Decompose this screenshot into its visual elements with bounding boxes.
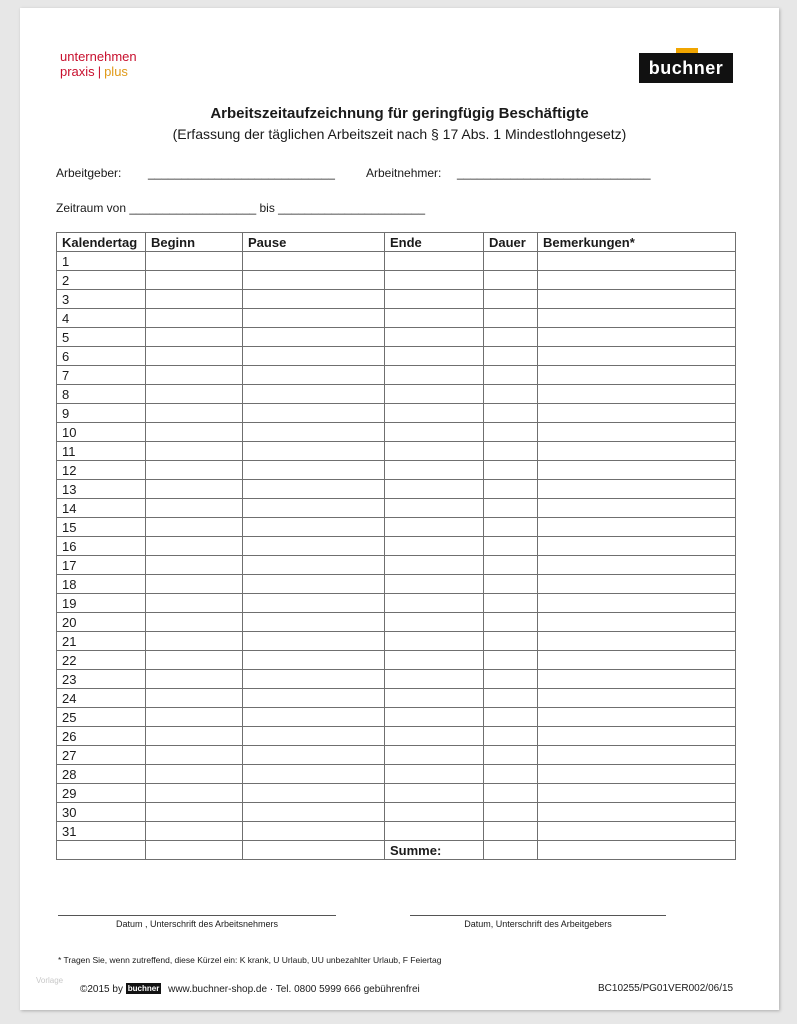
table-row xyxy=(57,575,736,594)
logo-accent-bar xyxy=(676,48,698,53)
arbeitnehmer-field[interactable]: _____________________________ xyxy=(457,166,651,180)
day-number-cell: 29 xyxy=(57,784,146,803)
ende-cell[interactable] xyxy=(385,518,484,537)
col-kalendertag: Kalendertag xyxy=(57,233,146,252)
employee-signature-line[interactable] xyxy=(58,901,336,916)
day-number-cell: 5 xyxy=(57,328,146,347)
bemerkungen-cell[interactable] xyxy=(538,252,736,271)
dauer-cell[interactable] xyxy=(484,366,538,385)
beginn-cell[interactable] xyxy=(146,271,243,290)
day-number-cell: 12 xyxy=(57,461,146,480)
day-number-cell: 14 xyxy=(57,499,146,518)
table-row xyxy=(57,347,736,366)
col-dauer: Dauer xyxy=(484,233,538,252)
table-row xyxy=(57,651,736,670)
table-row xyxy=(57,537,736,556)
beginn-cell[interactable] xyxy=(146,518,243,537)
dauer-cell[interactable] xyxy=(484,309,538,328)
beginn-cell[interactable] xyxy=(146,727,243,746)
pause-cell[interactable] xyxy=(243,309,385,328)
bemerkungen-cell[interactable] xyxy=(538,803,736,822)
beginn-cell[interactable] xyxy=(146,423,243,442)
ende-cell[interactable] xyxy=(385,366,484,385)
ende-cell[interactable] xyxy=(385,290,484,309)
dauer-cell[interactable] xyxy=(484,822,538,841)
arbeitgeber-label: Arbeitgeber: xyxy=(56,166,122,180)
beginn-cell[interactable] xyxy=(146,575,243,594)
pause-cell[interactable] xyxy=(243,689,385,708)
brand-plus: plus xyxy=(104,64,128,79)
footer-copyright: ©2015 by xyxy=(80,984,123,995)
footer-code: BC10255/PG01VER002/06/15 xyxy=(598,983,734,994)
day-number-cell: 3 xyxy=(57,290,146,309)
table-row xyxy=(57,556,736,575)
pause-cell[interactable] xyxy=(243,651,385,670)
bemerkungen-cell[interactable] xyxy=(538,670,736,689)
ende-cell[interactable] xyxy=(385,765,484,784)
beginn-cell[interactable] xyxy=(146,689,243,708)
dauer-cell[interactable] xyxy=(484,727,538,746)
bemerkungen-cell[interactable] xyxy=(538,689,736,708)
pause-cell[interactable] xyxy=(243,556,385,575)
beginn-cell[interactable] xyxy=(146,670,243,689)
beginn-cell[interactable] xyxy=(146,480,243,499)
dauer-cell[interactable] xyxy=(484,480,538,499)
beginn-cell[interactable] xyxy=(146,613,243,632)
beginn-cell[interactable] xyxy=(146,556,243,575)
table-row xyxy=(57,803,736,822)
day-number-cell: 28 xyxy=(57,765,146,784)
table-row xyxy=(57,765,736,784)
dauer-cell[interactable] xyxy=(484,784,538,803)
zeitraum-field[interactable]: Zeitraum von ___________________ bis ______________________ xyxy=(56,201,425,215)
ende-cell[interactable] xyxy=(385,252,484,271)
dauer-cell[interactable] xyxy=(484,461,538,480)
ende-cell[interactable] xyxy=(385,271,484,290)
day-number-cell: 11 xyxy=(57,442,146,461)
pause-cell[interactable] xyxy=(243,442,385,461)
pause-cell[interactable] xyxy=(243,461,385,480)
col-ende: Ende xyxy=(385,233,484,252)
pause-cell[interactable] xyxy=(243,518,385,537)
table-row xyxy=(57,670,736,689)
pause-cell[interactable] xyxy=(243,271,385,290)
pause-cell[interactable] xyxy=(243,803,385,822)
dauer-cell[interactable] xyxy=(484,670,538,689)
brand-logo-left xyxy=(60,49,137,79)
dauer-cell[interactable] xyxy=(484,803,538,822)
table-row xyxy=(57,423,736,442)
table-row xyxy=(57,385,736,404)
beginn-cell[interactable] xyxy=(146,290,243,309)
dauer-cell[interactable] xyxy=(484,689,538,708)
ende-cell[interactable] xyxy=(385,309,484,328)
document-subtitle: (Erfassung der täglichen Arbeitszeit nach § 17 Abs. 1 Mindestlohngesetz) xyxy=(172,126,627,142)
beginn-cell[interactable] xyxy=(146,822,243,841)
table-row xyxy=(57,822,736,841)
ende-cell[interactable] xyxy=(385,613,484,632)
table-row xyxy=(57,727,736,746)
employer-signature-label: Datum, Unterschrift des Arbeitgebers xyxy=(464,919,612,929)
bemerkungen-cell[interactable] xyxy=(538,556,736,575)
beginn-cell[interactable] xyxy=(146,385,243,404)
table-row xyxy=(57,328,736,347)
table-row xyxy=(57,689,736,708)
day-number-cell: 4 xyxy=(57,309,146,328)
document-title: Arbeitszeitaufzeichnung für geringfügig Beschäftigte xyxy=(210,105,589,122)
ende-cell[interactable] xyxy=(385,784,484,803)
bemerkungen-cell[interactable] xyxy=(538,632,736,651)
bemerkungen-cell[interactable] xyxy=(538,746,736,765)
table-row xyxy=(57,499,736,518)
bemerkungen-cell[interactable] xyxy=(538,499,736,518)
pause-cell[interactable] xyxy=(243,765,385,784)
beginn-cell[interactable] xyxy=(146,461,243,480)
ende-cell[interactable] xyxy=(385,328,484,347)
bemerkungen-cell[interactable] xyxy=(538,480,736,499)
table-row xyxy=(57,594,736,613)
beginn-cell[interactable] xyxy=(146,328,243,347)
sum-empty-cell xyxy=(243,841,385,860)
day-number-cell: 8 xyxy=(57,385,146,404)
table-row xyxy=(57,252,736,271)
employee-signature-label: Datum , Unterschrift des Arbeitsnehmers xyxy=(115,919,279,929)
pause-cell[interactable] xyxy=(243,670,385,689)
sum-dauer-cell[interactable] xyxy=(484,841,538,860)
day-number-cell: 9 xyxy=(57,404,146,423)
arbeitnehmer-label: Arbeitnehmer: xyxy=(366,166,442,180)
dauer-cell[interactable] xyxy=(484,556,538,575)
table-row xyxy=(57,784,736,803)
ende-cell[interactable] xyxy=(385,442,484,461)
beginn-cell[interactable] xyxy=(146,404,243,423)
beginn-cell[interactable] xyxy=(146,632,243,651)
pause-cell[interactable] xyxy=(243,632,385,651)
bemerkungen-cell[interactable] xyxy=(538,366,736,385)
dauer-cell[interactable] xyxy=(484,252,538,271)
ende-cell[interactable] xyxy=(385,651,484,670)
pause-cell[interactable] xyxy=(243,385,385,404)
pause-cell[interactable] xyxy=(243,727,385,746)
beginn-cell[interactable] xyxy=(146,347,243,366)
pause-cell[interactable] xyxy=(243,480,385,499)
dauer-cell[interactable] xyxy=(484,632,538,651)
footer-mini-logo: buchner xyxy=(127,984,160,993)
ende-cell[interactable] xyxy=(385,670,484,689)
beginn-cell[interactable] xyxy=(146,784,243,803)
table-row xyxy=(57,309,736,328)
bemerkungen-cell[interactable] xyxy=(538,290,736,309)
dauer-cell[interactable] xyxy=(484,271,538,290)
table-row xyxy=(57,366,736,385)
ende-cell[interactable] xyxy=(385,461,484,480)
bemerkungen-cell[interactable] xyxy=(538,423,736,442)
day-number-cell: 20 xyxy=(57,613,146,632)
table-row xyxy=(57,290,736,309)
day-number-cell: 30 xyxy=(57,803,146,822)
dauer-cell[interactable] xyxy=(484,290,538,309)
day-number-cell: 13 xyxy=(57,480,146,499)
pause-cell[interactable] xyxy=(243,746,385,765)
bemerkungen-cell[interactable] xyxy=(538,385,736,404)
ende-cell[interactable] xyxy=(385,423,484,442)
bemerkungen-cell[interactable] xyxy=(538,309,736,328)
beginn-cell[interactable] xyxy=(146,746,243,765)
employer-signature[interactable] xyxy=(410,901,666,929)
bemerkungen-cell[interactable] xyxy=(538,594,736,613)
ende-cell[interactable] xyxy=(385,632,484,651)
pause-cell[interactable] xyxy=(243,499,385,518)
ende-cell[interactable] xyxy=(385,537,484,556)
bemerkungen-cell[interactable] xyxy=(538,461,736,480)
table-row xyxy=(57,442,736,461)
beginn-cell[interactable] xyxy=(146,594,243,613)
pause-cell[interactable] xyxy=(243,252,385,271)
pause-cell[interactable] xyxy=(243,822,385,841)
buchner-logo-text: buchner xyxy=(648,58,724,78)
table-row xyxy=(57,461,736,480)
brand-praxis: praxis xyxy=(60,64,95,79)
brand-separator: | xyxy=(97,64,102,79)
day-number-cell: 18 xyxy=(57,575,146,594)
time-record-table xyxy=(56,232,736,860)
dauer-cell[interactable] xyxy=(484,442,538,461)
beginn-cell[interactable] xyxy=(146,708,243,727)
bemerkungen-cell[interactable] xyxy=(538,328,736,347)
dauer-cell[interactable] xyxy=(484,328,538,347)
day-number-cell: 19 xyxy=(57,594,146,613)
table-row xyxy=(57,613,736,632)
dauer-cell[interactable] xyxy=(484,613,538,632)
day-number-cell: 2 xyxy=(57,271,146,290)
beginn-cell[interactable] xyxy=(146,537,243,556)
footer-contact: www.buchner-shop.de · Tel. 0800 5999 666 gebührenfrei xyxy=(168,984,420,995)
ende-cell[interactable] xyxy=(385,803,484,822)
ende-cell[interactable] xyxy=(385,727,484,746)
dauer-cell[interactable] xyxy=(484,708,538,727)
dauer-cell[interactable] xyxy=(484,651,538,670)
pause-cell[interactable] xyxy=(243,613,385,632)
day-number-cell: 1 xyxy=(57,252,146,271)
dauer-cell[interactable] xyxy=(484,385,538,404)
pause-cell[interactable] xyxy=(243,537,385,556)
table-row xyxy=(57,480,736,499)
bemerkungen-cell[interactable] xyxy=(538,727,736,746)
day-number-cell: 31 xyxy=(57,822,146,841)
bemerkungen-cell[interactable] xyxy=(538,404,736,423)
table-row xyxy=(57,404,736,423)
ende-cell[interactable] xyxy=(385,385,484,404)
bemerkungen-cell[interactable] xyxy=(538,537,736,556)
col-bemerkungen: Bemerkungen* xyxy=(538,233,736,252)
day-number-cell: 16 xyxy=(57,537,146,556)
watermark: Vorlage xyxy=(36,976,64,985)
ende-cell[interactable] xyxy=(385,480,484,499)
dauer-cell[interactable] xyxy=(484,594,538,613)
beginn-cell[interactable] xyxy=(146,765,243,784)
brand-line-1: unternehmen xyxy=(60,49,137,64)
bemerkungen-cell[interactable] xyxy=(538,347,736,366)
day-number-cell: 21 xyxy=(57,632,146,651)
employer-signature-line[interactable] xyxy=(410,901,666,916)
arbeitgeber-field[interactable]: ____________________________ xyxy=(148,166,335,180)
ende-cell[interactable] xyxy=(385,556,484,575)
ende-cell[interactable] xyxy=(385,746,484,765)
table-row xyxy=(57,632,736,651)
day-number-cell: 15 xyxy=(57,518,146,537)
sum-label: Summe: xyxy=(385,841,484,860)
table-row xyxy=(57,746,736,765)
day-number-cell: 27 xyxy=(57,746,146,765)
dauer-cell[interactable] xyxy=(484,404,538,423)
pause-cell[interactable] xyxy=(243,594,385,613)
ende-cell[interactable] xyxy=(385,575,484,594)
bemerkungen-cell[interactable] xyxy=(538,784,736,803)
day-number-cell: 17 xyxy=(57,556,146,575)
ende-cell[interactable] xyxy=(385,822,484,841)
bemerkungen-cell[interactable] xyxy=(538,442,736,461)
beginn-cell[interactable] xyxy=(146,499,243,518)
footer-left xyxy=(80,983,420,995)
table-row xyxy=(57,708,736,727)
dauer-cell[interactable] xyxy=(484,499,538,518)
dauer-cell[interactable] xyxy=(484,423,538,442)
sum-empty-cell xyxy=(538,841,736,860)
dauer-cell[interactable] xyxy=(484,347,538,366)
dauer-cell[interactable] xyxy=(484,537,538,556)
sum-empty-cell xyxy=(57,841,146,860)
bemerkungen-cell[interactable] xyxy=(538,822,736,841)
table-row xyxy=(57,518,736,537)
day-number-cell: 22 xyxy=(57,651,146,670)
pause-cell[interactable] xyxy=(243,366,385,385)
ende-cell[interactable] xyxy=(385,594,484,613)
sum-empty-cell xyxy=(146,841,243,860)
bemerkungen-cell[interactable] xyxy=(538,708,736,727)
day-number-cell: 6 xyxy=(57,347,146,366)
pause-cell[interactable] xyxy=(243,404,385,423)
col-beginn: Beginn xyxy=(146,233,243,252)
beginn-cell[interactable] xyxy=(146,309,243,328)
beginn-cell[interactable] xyxy=(146,252,243,271)
day-number-cell: 25 xyxy=(57,708,146,727)
bemerkungen-cell[interactable] xyxy=(538,765,736,784)
day-number-cell: 26 xyxy=(57,727,146,746)
dauer-cell[interactable] xyxy=(484,518,538,537)
table-row xyxy=(57,271,736,290)
buchner-logo xyxy=(639,53,733,83)
day-number-cell: 23 xyxy=(57,670,146,689)
ende-cell[interactable] xyxy=(385,404,484,423)
pause-cell[interactable] xyxy=(243,423,385,442)
pause-cell[interactable] xyxy=(243,347,385,366)
brand-line-2 xyxy=(60,64,137,79)
dauer-cell[interactable] xyxy=(484,746,538,765)
pause-cell[interactable] xyxy=(243,708,385,727)
pause-cell[interactable] xyxy=(243,784,385,803)
bemerkungen-cell[interactable] xyxy=(538,651,736,670)
sum-row xyxy=(57,841,736,860)
col-pause: Pause xyxy=(243,233,385,252)
beginn-cell[interactable] xyxy=(146,803,243,822)
table-header-row xyxy=(57,233,736,252)
employee-signature[interactable] xyxy=(58,901,336,929)
pause-cell[interactable] xyxy=(243,290,385,309)
bemerkungen-cell[interactable] xyxy=(538,271,736,290)
bemerkungen-cell[interactable] xyxy=(538,575,736,594)
ende-cell[interactable] xyxy=(385,499,484,518)
beginn-cell[interactable] xyxy=(146,442,243,461)
bemerkungen-cell[interactable] xyxy=(538,518,736,537)
day-number-cell: 10 xyxy=(57,423,146,442)
pause-cell[interactable] xyxy=(243,575,385,594)
day-number-cell: 7 xyxy=(57,366,146,385)
ende-cell[interactable] xyxy=(385,708,484,727)
footnote: * Tragen Sie, wenn zutreffend, diese Kürzel ein: K krank, U Urlaub, UU unbezahlter Urlaub, F Feiertag xyxy=(58,955,442,965)
document-page xyxy=(20,8,779,1010)
beginn-cell[interactable] xyxy=(146,651,243,670)
ende-cell[interactable] xyxy=(385,347,484,366)
dauer-cell[interactable] xyxy=(484,765,538,784)
dauer-cell[interactable] xyxy=(484,575,538,594)
beginn-cell[interactable] xyxy=(146,366,243,385)
bemerkungen-cell[interactable] xyxy=(538,613,736,632)
ende-cell[interactable] xyxy=(385,689,484,708)
pause-cell[interactable] xyxy=(243,328,385,347)
day-number-cell: 24 xyxy=(57,689,146,708)
